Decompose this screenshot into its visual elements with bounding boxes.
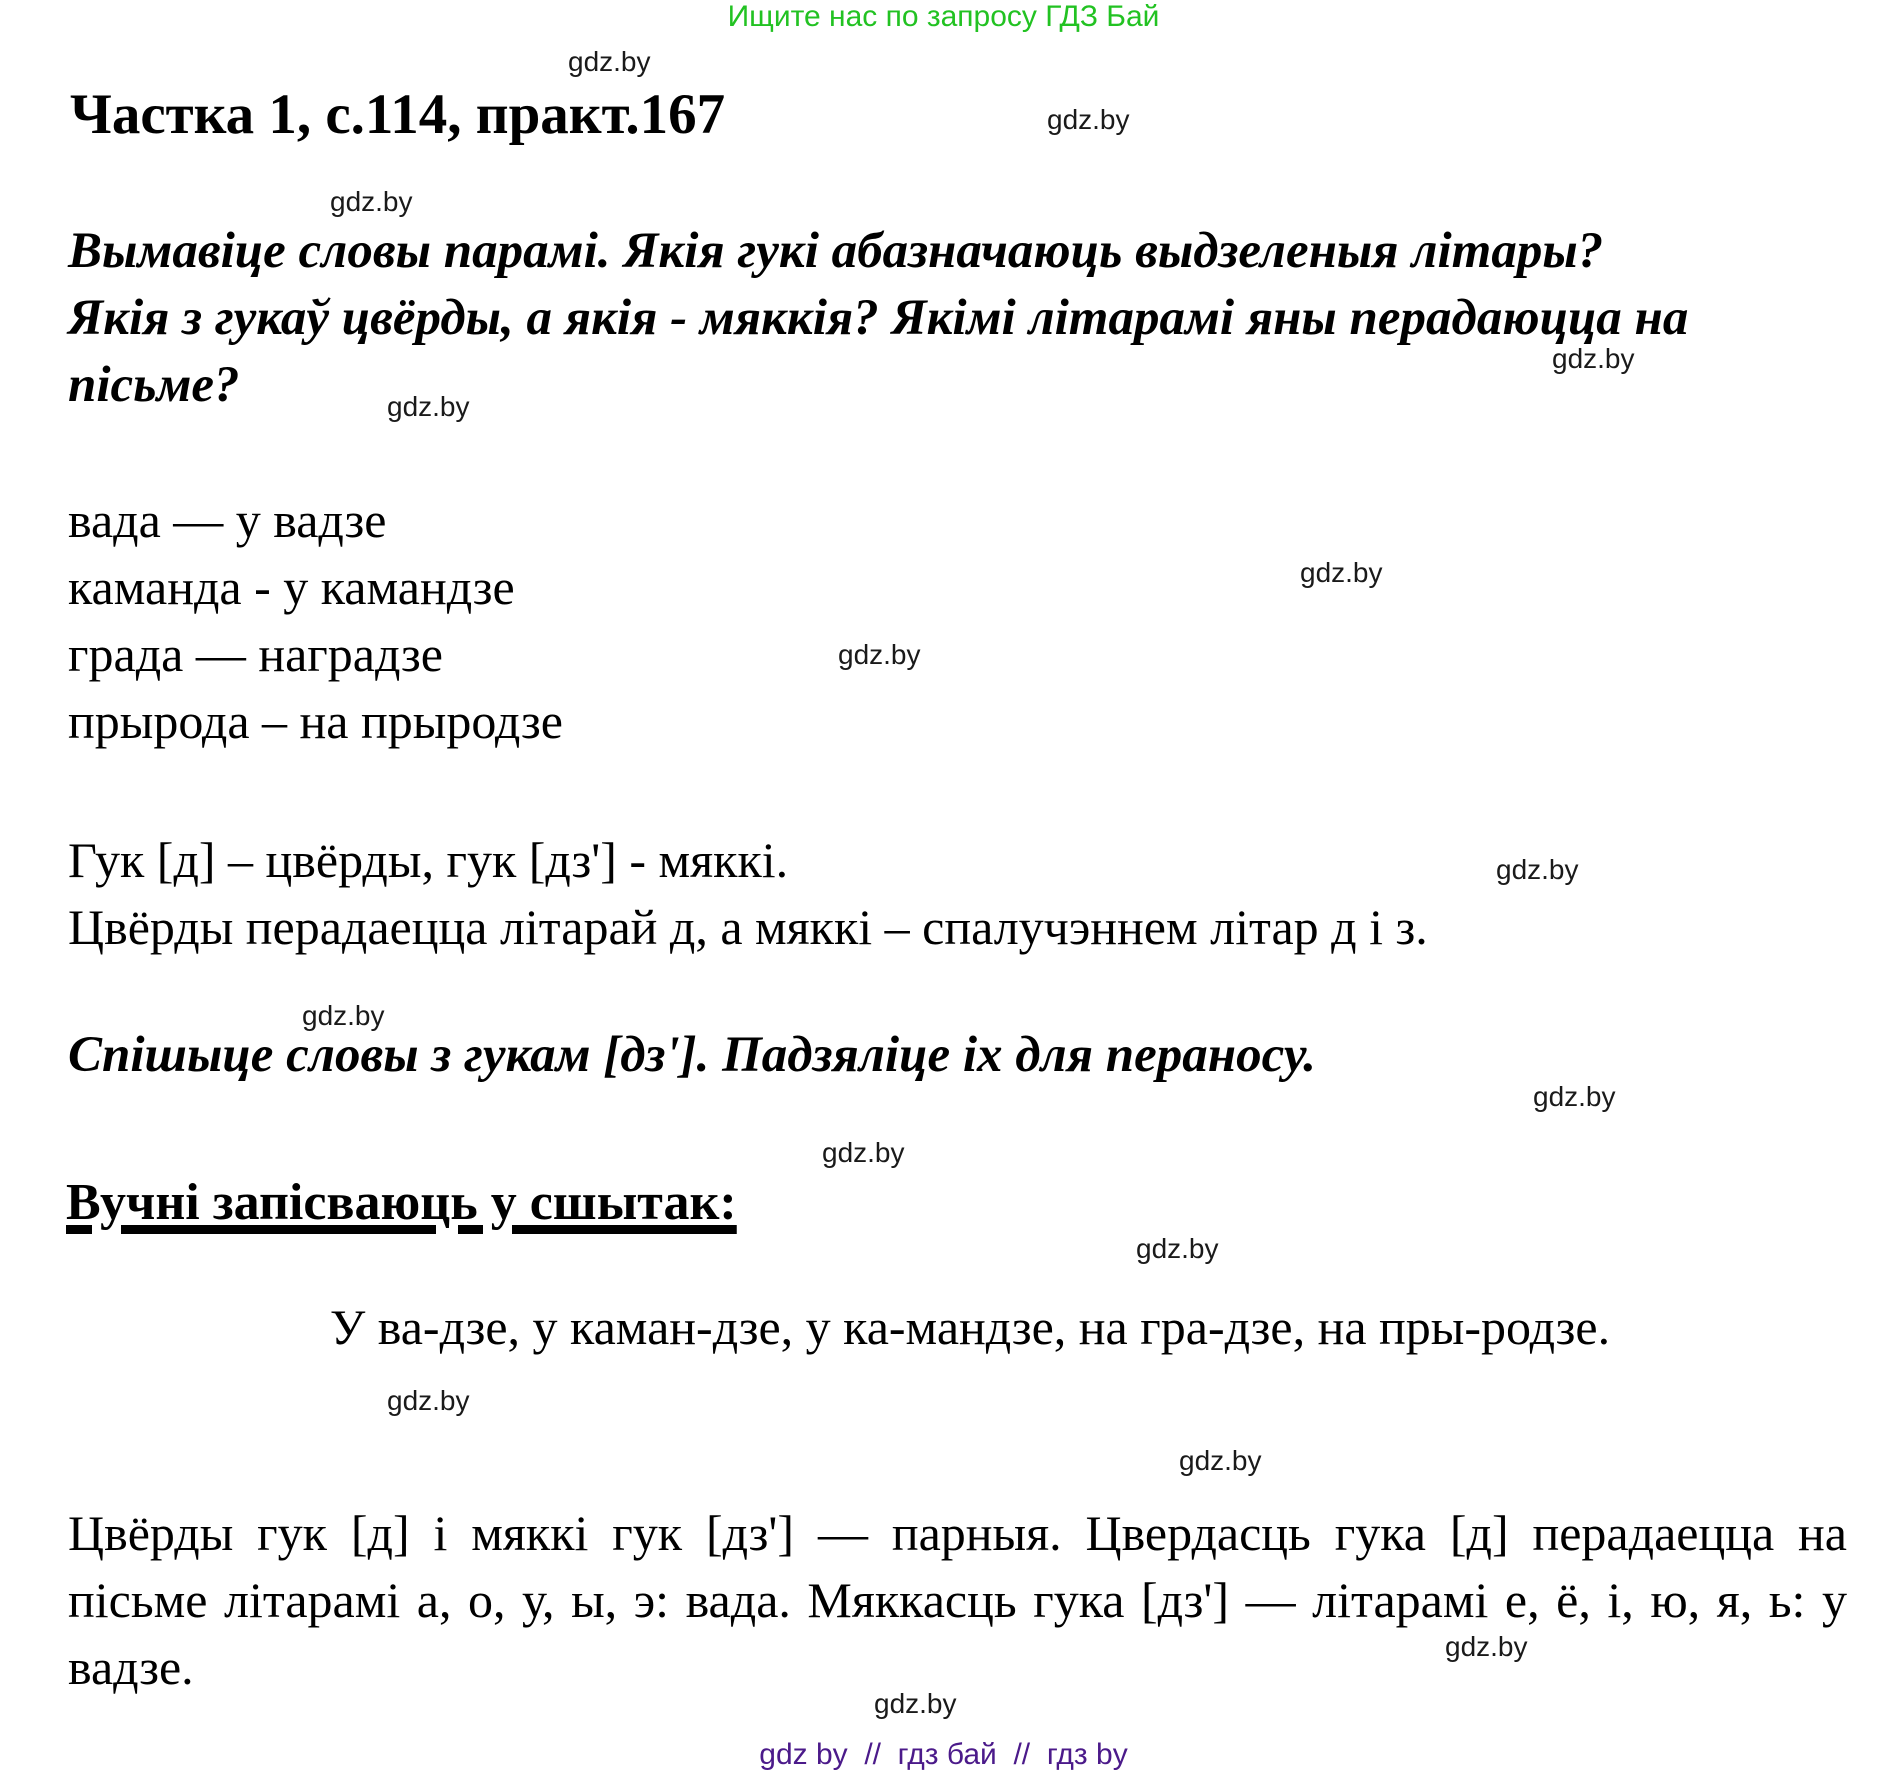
watermark-text: gdz.by (387, 1385, 470, 1416)
watermark-text: gdz.by (822, 1137, 905, 1168)
word-pair: града — наградзе (68, 626, 443, 682)
watermark-text: gdz.by (387, 391, 470, 422)
top-banner: Ищите нас по запросу ГДЗ Бай (727, 0, 1160, 33)
task-2-instructions: Спішыце словы з гукам [дз']. Падзяліце іх для пераносу. (68, 1027, 1317, 1083)
watermark-text: gdz.by (838, 639, 921, 670)
watermark-text: gdz.by (568, 46, 651, 77)
watermark-text: gdz.by (1136, 1233, 1219, 1264)
watermark-text: gdz.by (1552, 343, 1635, 374)
watermark-text: gdz.by (1533, 1081, 1616, 1112)
watermark-text: gdz.by (1179, 1445, 1262, 1476)
footer-links: gdz by // гдз бай // гдз by (759, 1738, 1128, 1771)
word-pair: прырода – на прыродзе (68, 693, 563, 749)
word-pair: каманда - у камандзе (68, 559, 515, 615)
watermark-text: gdz.by (1496, 854, 1579, 885)
notebook-heading: Вучні запісваюць у сшытак: (66, 1174, 737, 1231)
watermark-text: gdz.by (330, 186, 413, 217)
watermark-text: gdz.by (1047, 104, 1130, 135)
watermark-text: gdz.by (302, 1000, 385, 1031)
conclusion-paragraph: Цвёрды гук [д] і мяккі гук [дз'] — парныя. Цвердасць гука [д] перадаецца на пісьме літарамі а, о, у, ы, э: вада. Мяккасць гука [дз'] — літарамі е, ё, і, ю, я, ь: у вадзе. (68, 1505, 1847, 1695)
answer-line: Цвёрды перадаецца літарай д, а мяккі – спалучэннем літар д і з. (68, 899, 1428, 955)
task-1-line: Якія з гукаў цвёрды, а якія - мяккія? Якімі літарамі яны перадаюцца на (68, 290, 1689, 346)
page-title: Частка 1, с.114, практ.167 (70, 83, 726, 146)
watermark-text: gdz.by (1300, 557, 1383, 588)
task-1-line: пісьме? (68, 357, 240, 413)
watermark-text: gdz.by (874, 1688, 957, 1719)
notebook-line: У ва-дзе, у каман-дзе, у ка-мандзе, на гра-дзе, на пры-родзе. (329, 1299, 1611, 1355)
task-1-line: Вымавіце словы парамі. Якія гукі абазначаюць выдзеленыя літары? (68, 223, 1604, 279)
answer-line: Гук [д] – цвёрды, гук [дз'] - мяккі. (68, 832, 789, 888)
word-pair: вада — у вадзе (68, 492, 387, 548)
watermark-text: gdz.by (1445, 1631, 1528, 1662)
